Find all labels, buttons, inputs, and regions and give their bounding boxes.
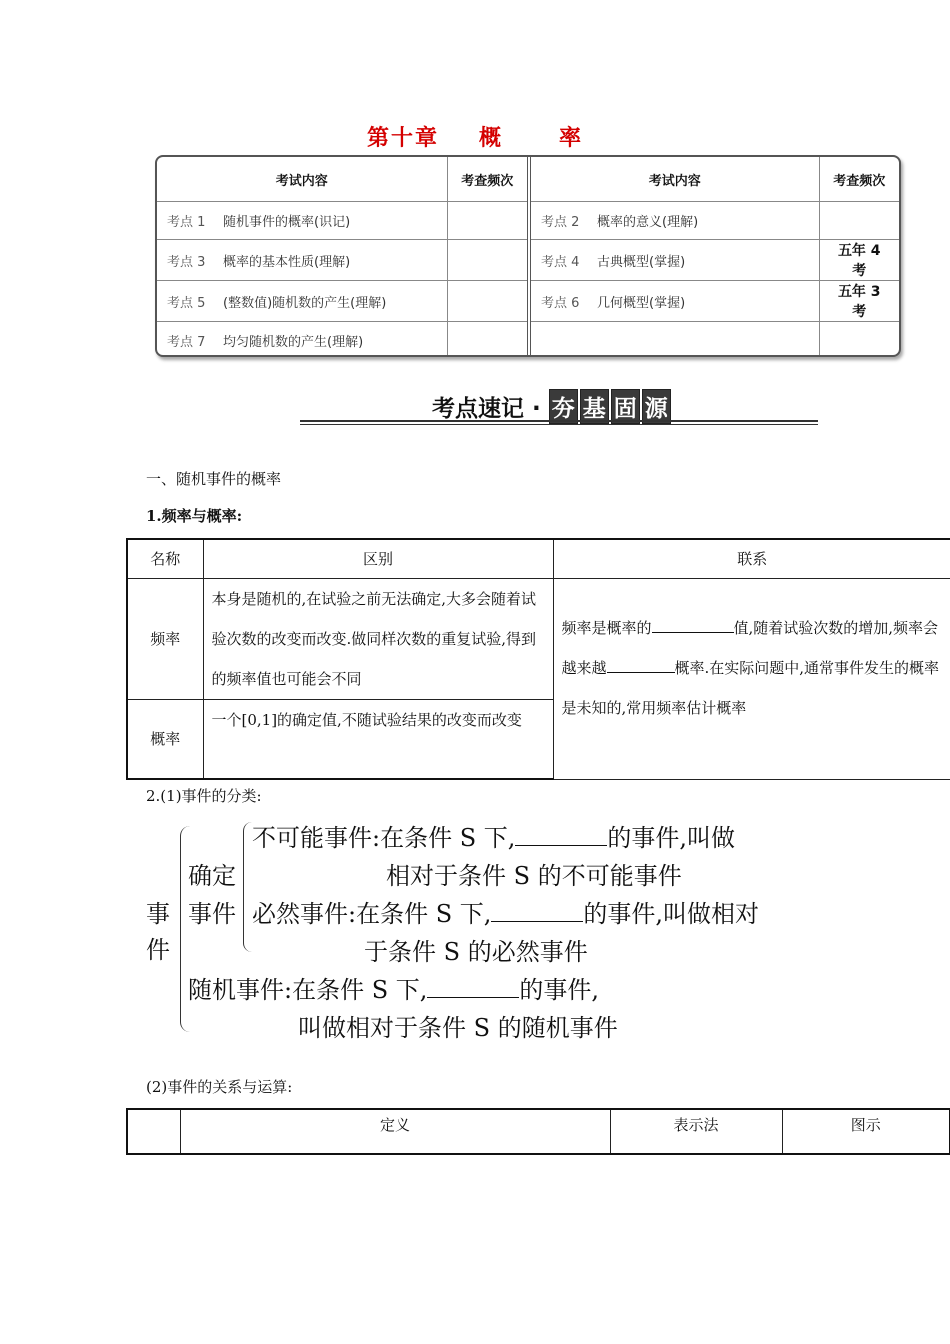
chapter-number: 第十章 (366, 126, 439, 151)
exam-point-text: 古典概型(掌握) (597, 254, 686, 270)
name-frequency: 频率 (127, 579, 203, 700)
table-row (157, 281, 899, 322)
exam-point-number: 考点 6 (541, 295, 580, 311)
frequency-cell: 五年 4 考 (819, 240, 899, 281)
banner-title (432, 389, 673, 424)
banner-plain-text: 考点速记 · (432, 396, 549, 422)
root-label: 事 (146, 900, 170, 928)
header-content-right: 考试内容 (529, 157, 819, 202)
exam-point-cell (157, 202, 447, 240)
exam-point-cell (529, 202, 819, 240)
banner-rule (300, 420, 818, 422)
frequency-cell (819, 322, 899, 358)
table-row (127, 579, 950, 700)
exam-point-number: 考点 4 (541, 254, 580, 270)
root-label: 件 (146, 936, 170, 964)
relation-cell (553, 579, 950, 780)
exam-table-header (157, 157, 899, 202)
blank-line (652, 614, 734, 633)
frequency-description: 本身是随机的,在试验之前无法确定,大多会随着试验次数的改变而改变.做同样次数的重复试验,得到的频率值也可能会不同 (203, 579, 553, 700)
section-heading: 一、随机事件的概率 (146, 470, 282, 488)
exam-point-number: 考点 2 (541, 215, 580, 230)
event-text: 的事件, (519, 976, 600, 1004)
header-content-left: 考试内容 (157, 157, 447, 202)
banner-boxed-char: 源 (642, 389, 671, 424)
frequency-cell (819, 202, 899, 240)
exam-point-cell (529, 322, 819, 358)
relation-text: 值,随着试验次数的增加,频率会越来越 (561, 618, 939, 677)
event-text: 的事件,叫做 (607, 824, 736, 852)
necessary-event-line (252, 894, 759, 929)
header-frequency-left: 考查频次 (447, 157, 529, 202)
exam-point-text: 概率的意义(理解) (597, 215, 699, 230)
chapter-name-char-2: 率 (559, 126, 584, 151)
sub-heading: (2)事件的关系与运算: (146, 1078, 293, 1096)
blank-line (607, 654, 675, 673)
event-relation-table (126, 1108, 950, 1155)
exam-point-cell (529, 240, 819, 281)
table-row (127, 539, 950, 579)
header-difference: 区别 (203, 539, 553, 579)
header-notation: 表示法 (610, 1109, 782, 1154)
event-text: 必然事件:在条件 S 下, (252, 900, 492, 928)
exam-point-text: 随机事件的概率(识记) (223, 215, 351, 230)
random-event-cont: 叫做相对于条件 S 的随机事件 (298, 1014, 618, 1042)
header-relation: 联系 (553, 539, 950, 579)
relation-text: 概率.在实际问题中,通常事件发生的概率是未知的,常用频率估计概率 (561, 658, 940, 717)
name-probability: 概率 (127, 700, 203, 780)
exam-point-text: 几何概型(掌握) (597, 295, 686, 311)
banner-rule (300, 424, 818, 425)
header-diagram: 图示 (782, 1109, 950, 1154)
blank-line (515, 823, 607, 846)
exam-point-text: (整数值)随机数的产生(理解) (223, 295, 387, 311)
event-text: 随机事件:在条件 S 下, (188, 976, 428, 1004)
probability-description: 一个[0,1]的确定值,不随试验结果的改变而改变 (203, 700, 553, 780)
relation-text: 频率是概率的 (561, 618, 652, 637)
inner-brace (243, 822, 252, 952)
table-row (127, 1109, 950, 1154)
event-text: 的事件,叫做相对 (583, 900, 760, 928)
frequency-cell: 五年 3 考 (819, 281, 899, 322)
frequency-cell (447, 281, 529, 322)
sub-heading: 2.(1)事件的分类: (146, 787, 262, 805)
chapter-title (0, 121, 950, 152)
exam-point-number: 考点 5 (167, 295, 206, 311)
exam-point-number: 考点 1 (167, 215, 206, 230)
banner-boxed-char: 固 (611, 389, 640, 424)
header-name: 名称 (127, 539, 203, 579)
exam-points-table (155, 155, 901, 357)
random-event-line (188, 970, 599, 1005)
exam-point-number: 考点 7 (167, 335, 206, 350)
exam-point-cell (529, 281, 819, 322)
event-text: 不可能事件:在条件 S 下, (252, 824, 516, 852)
frequency-cell (447, 322, 529, 358)
header-frequency-right: 考查频次 (819, 157, 899, 202)
table-row (157, 322, 899, 358)
blank-line (427, 975, 519, 998)
exam-point-cell (157, 240, 447, 281)
table-row (157, 202, 899, 240)
header-blank (127, 1109, 180, 1154)
impossible-event-cont: 相对于条件 S 的不可能事件 (386, 862, 682, 890)
certain-label: 确定 (188, 862, 236, 890)
banner-boxed-char: 基 (580, 389, 609, 424)
exam-point-cell (157, 322, 447, 358)
banner-boxed-char: 夯 (549, 389, 578, 424)
frequency-cell (447, 202, 529, 240)
blank-line (491, 899, 583, 922)
table-row (157, 240, 899, 281)
impossible-event-line (252, 818, 735, 853)
header-definition: 定义 (180, 1109, 610, 1154)
exam-point-cell (157, 281, 447, 322)
frequency-cell (447, 240, 529, 281)
event-classification (140, 818, 820, 1042)
certain-label: 事件 (188, 900, 236, 928)
frequency-probability-table (126, 538, 950, 780)
exam-point-text: 概率的基本性质(理解) (223, 254, 351, 270)
section-banner (300, 387, 818, 431)
necessary-event-cont: 于条件 S 的必然事件 (364, 938, 588, 966)
exam-point-text: 均匀随机数的产生(理解) (223, 335, 364, 350)
exam-point-number: 考点 3 (167, 254, 206, 270)
chapter-name-char-1: 概 (478, 126, 503, 151)
sub-heading: 1.频率与概率: (146, 507, 243, 525)
